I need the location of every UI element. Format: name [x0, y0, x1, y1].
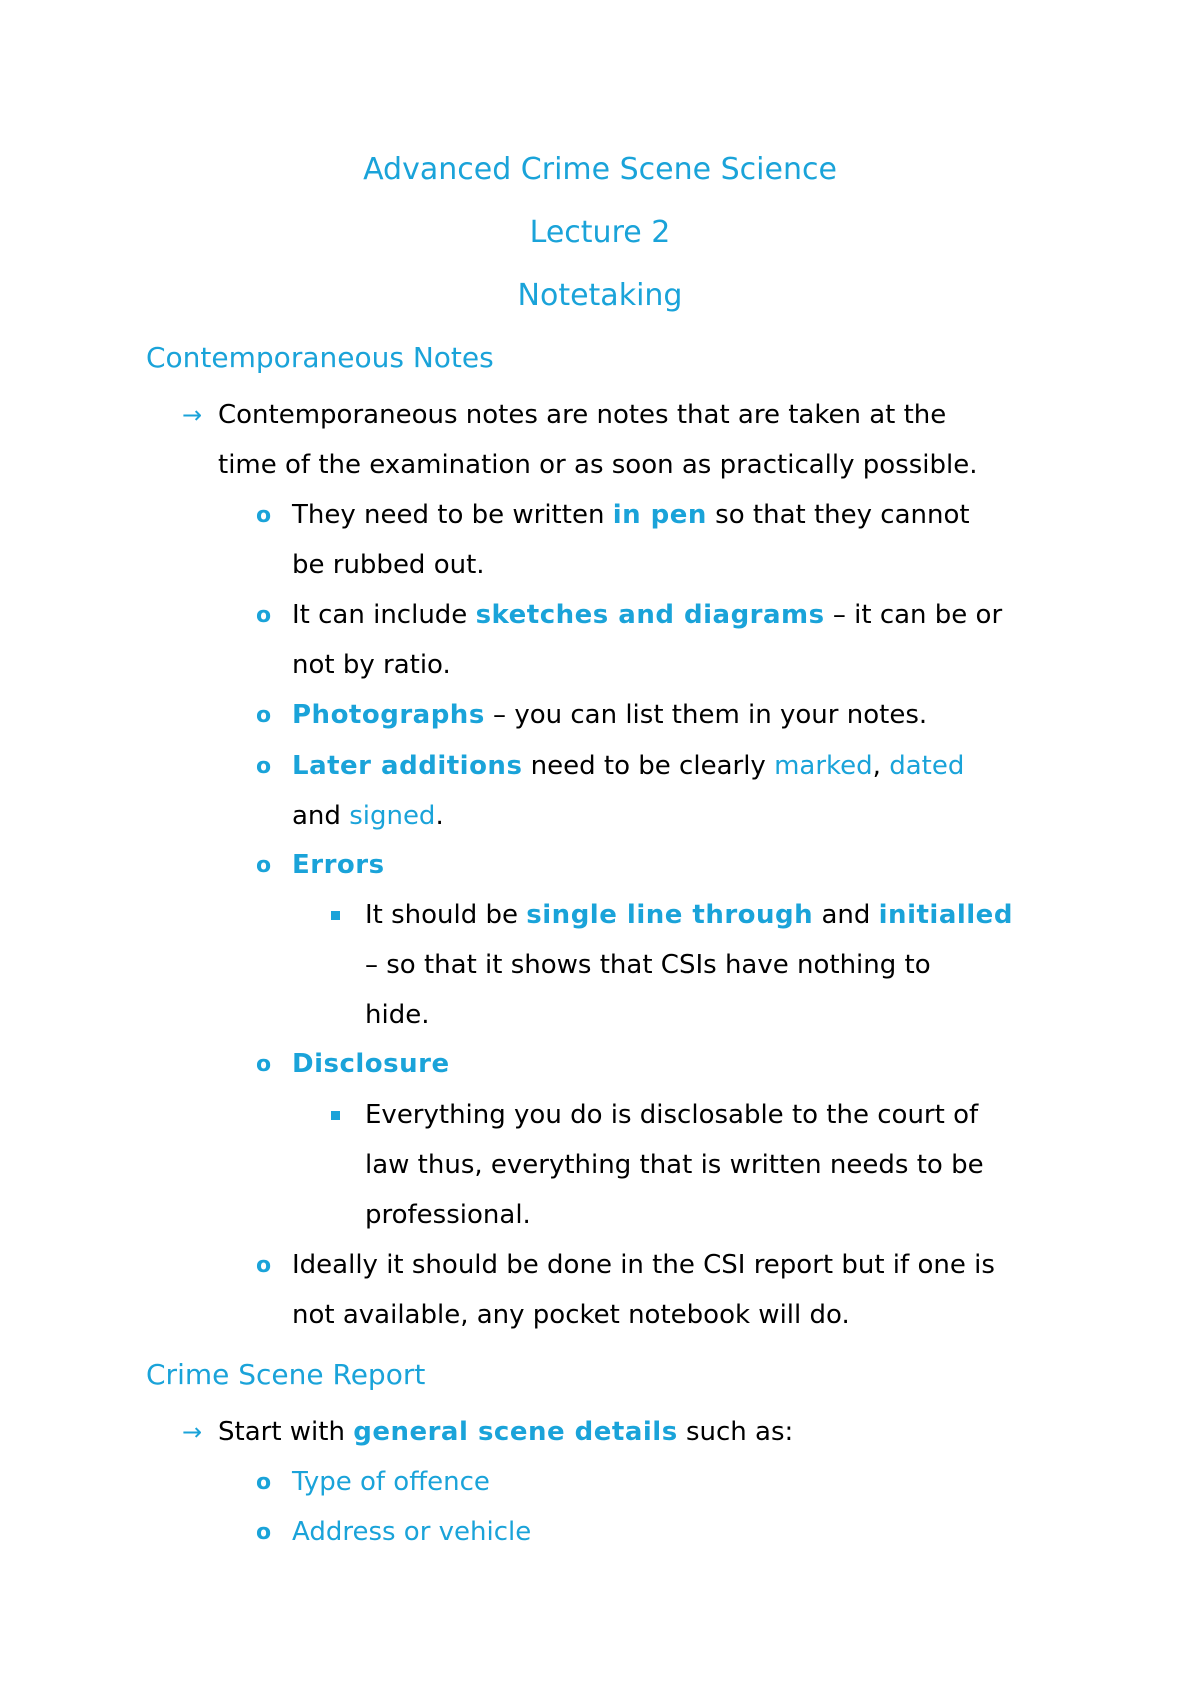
- sub-list-item-continuation: professional.: [365, 1200, 531, 1230]
- list-item: Disclosure: [292, 1049, 450, 1079]
- list-item: Ideally it should be done in the CSI report but if one is: [292, 1250, 995, 1280]
- lecture-number: Lecture 2: [529, 215, 671, 250]
- sub-list-item-continuation: law thus, everything that is written needs to be: [365, 1150, 984, 1180]
- paragraph-line: time of the examination or as soon as practically possible.: [218, 450, 978, 480]
- circle-bullet-icon: o: [256, 853, 272, 878]
- circle-bullet-icon: o: [256, 1052, 272, 1077]
- sub-list-item: Everything you do is disclosable to the court of: [365, 1100, 979, 1130]
- sub-list-item: It should be single line through and initialled: [365, 900, 1013, 930]
- document-title: Advanced Crime Scene Science: [363, 152, 837, 187]
- square-bullet-icon: [331, 911, 340, 920]
- topic-title: Notetaking: [517, 278, 683, 313]
- section-heading-contemporaneous-notes: Contemporaneous Notes: [146, 341, 494, 374]
- list-item-address: Address or vehicle: [292, 1517, 532, 1547]
- list-item-continuation: not by ratio.: [292, 650, 451, 680]
- list-item: Photographs – you can list them in your notes.: [292, 700, 928, 730]
- arrow-bullet-icon: →: [182, 401, 203, 429]
- circle-bullet-icon: o: [256, 603, 272, 628]
- circle-bullet-icon: o: [256, 1470, 272, 1495]
- paragraph-line: Start with general scene details such as:: [218, 1417, 794, 1447]
- list-item: It can include sketches and diagrams – it can be or: [292, 600, 1003, 630]
- circle-bullet-icon: o: [256, 754, 272, 779]
- list-item-continuation: be rubbed out.: [292, 550, 485, 580]
- arrow-bullet-icon: →: [182, 1418, 203, 1446]
- list-item-offence-type: Type of offence: [292, 1467, 490, 1497]
- section-heading-crime-scene-report: Crime Scene Report: [146, 1358, 426, 1391]
- circle-bullet-icon: o: [256, 503, 272, 528]
- list-item-continuation: and signed.: [292, 801, 444, 831]
- list-item: Later additions need to be clearly marked, dated: [292, 751, 965, 781]
- square-bullet-icon: [331, 1111, 340, 1120]
- sub-list-item-continuation: – so that it shows that CSIs have nothing to: [365, 950, 931, 980]
- circle-bullet-icon: o: [256, 703, 272, 728]
- circle-bullet-icon: o: [256, 1520, 272, 1545]
- sub-list-item-continuation: hide.: [365, 1000, 430, 1030]
- paragraph-line: Contemporaneous notes are notes that are taken at the: [218, 400, 947, 430]
- circle-bullet-icon: o: [256, 1253, 272, 1278]
- list-item-continuation: not available, any pocket notebook will do.: [292, 1300, 850, 1330]
- list-item: They need to be written in pen so that they cannot: [292, 500, 970, 530]
- list-item: Errors: [292, 850, 385, 880]
